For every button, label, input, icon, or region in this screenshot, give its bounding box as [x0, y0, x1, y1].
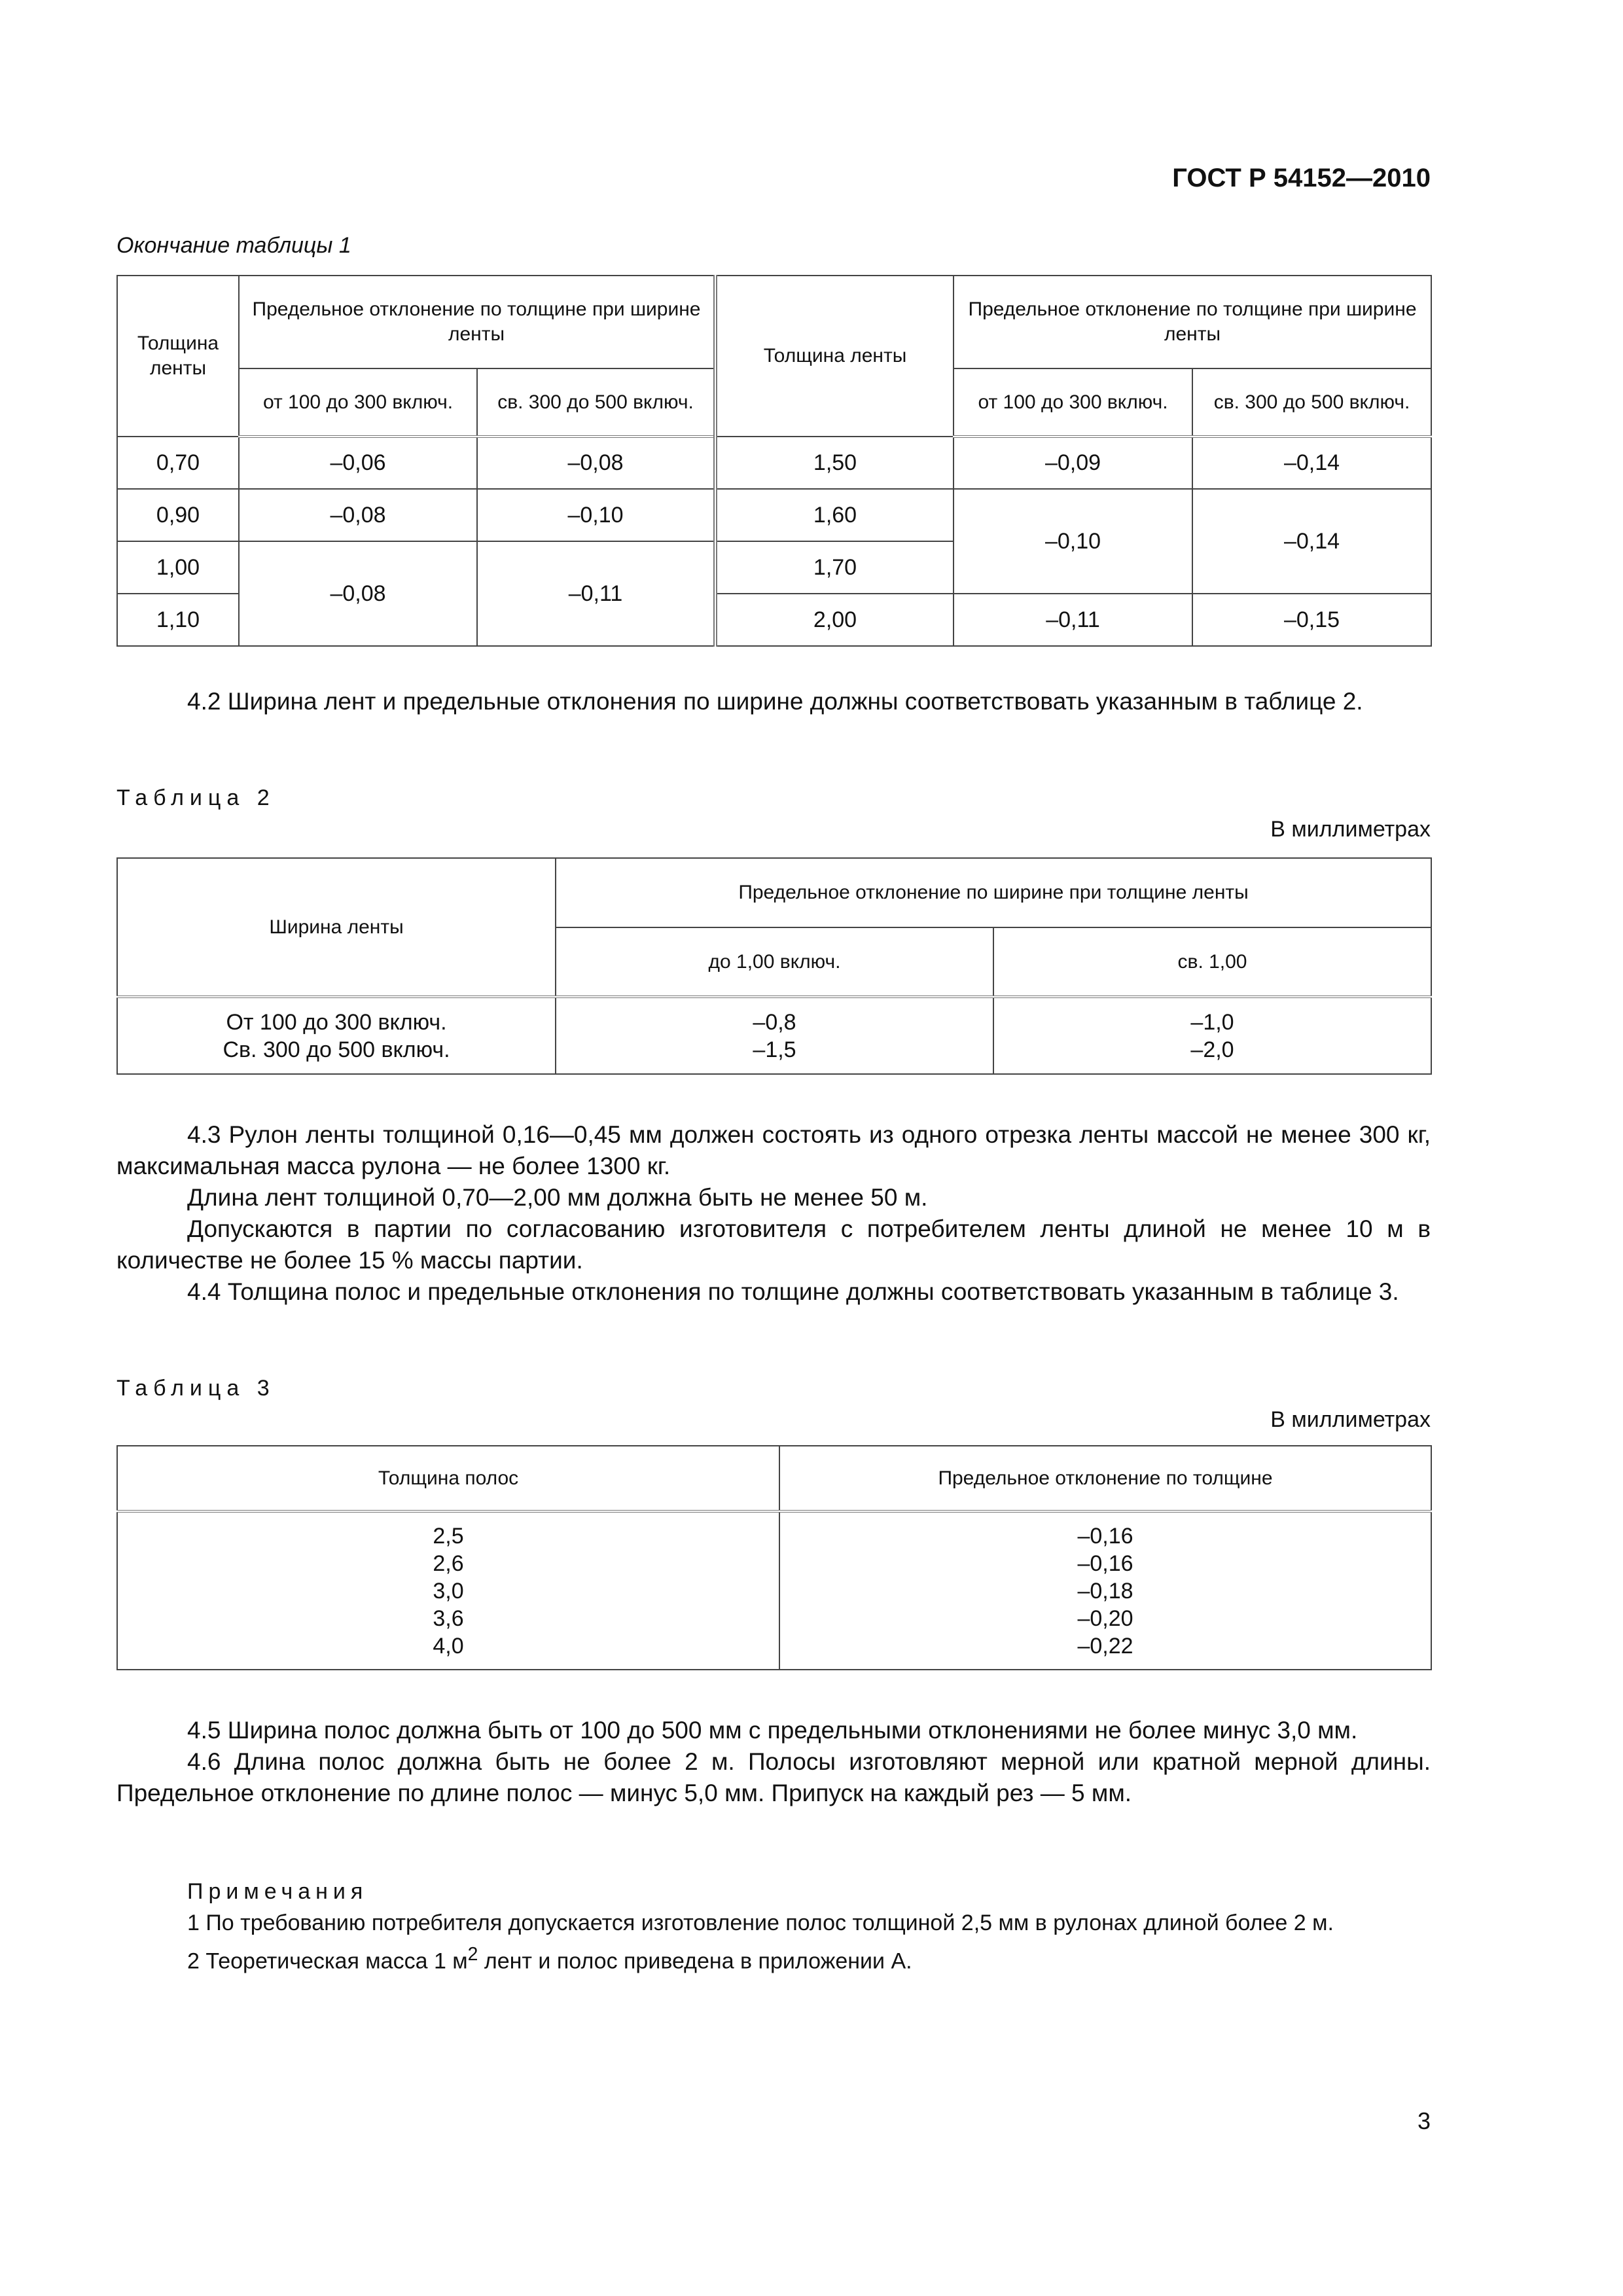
table-cell-line: От 100 до 300 включ.	[226, 1009, 447, 1035]
table2-caption: Таблица 2	[116, 785, 276, 810]
t1-subheader-1-right: от 100 до 300 включ.	[954, 368, 1192, 437]
t2-subheader-1: до 1,00 включ.	[556, 927, 993, 997]
table-cell-line: –0,20	[1077, 1605, 1133, 1631]
table-cell-line: Св. 300 до 500 включ.	[223, 1037, 450, 1062]
note-2-text: 2 Теоретическая масса 1 м	[187, 1948, 468, 1974]
table-cell: –0,11	[477, 541, 715, 646]
t3-header-thickness: Толщина полос	[117, 1446, 779, 1511]
t2-header-deviation: Предельное отклонение по ширине при толщине ленты	[556, 858, 1431, 927]
table-cell: –0,15	[1192, 594, 1431, 646]
table-cell: –0,06	[239, 437, 477, 489]
t1-header-thickness-left: Толщина ленты	[117, 276, 239, 437]
paragraph-4-3-4-4	[116, 1119, 1431, 1308]
table-cell: –0,10	[477, 489, 715, 541]
paragraph-text: 4.5 Ширина полос должна быть от 100 до 500 мм с предельными отклонениями не более минус 3,0 мм.	[187, 1717, 1358, 1744]
table-cell-line: –1,0	[1190, 1009, 1234, 1035]
table-cell: –0,09	[954, 437, 1192, 489]
page-number: 3	[1417, 2108, 1431, 2134]
table-cell: 2,00	[715, 594, 954, 646]
table-cell-line: 2,5	[433, 1523, 464, 1549]
t1-subheader-2-right: св. 300 до 500 включ.	[1192, 368, 1431, 437]
paragraph-text: 4.4 Толщина полос и предельные отклонения по толщине должны соответствовать указанным в таблице 3.	[187, 1278, 1399, 1305]
t2-deviation-1-cell	[556, 997, 993, 1074]
document-number: ГОСТ Р 54152—2010	[1172, 164, 1431, 192]
table-cell-line: 3,0	[433, 1578, 464, 1604]
paragraph-text: 4.2 Ширина лент и предельные отклонения по ширине должны соответствовать указанным в таблице 2.	[187, 688, 1363, 715]
table-cell-line: –0,8	[753, 1009, 796, 1035]
t2-subheader-2: св. 1,00	[993, 927, 1431, 997]
paragraph-text: 4.3 Рулон ленты толщиной 0,16—0,45 мм должен состоять из одного отрезка ленты массой не менее 300 кг, максимальная масса рулона — не более 1300 кг.	[116, 1121, 1431, 1179]
notes-block	[116, 1876, 1431, 1977]
paragraph-text: Длина лент толщиной 0,70—2,00 мм должна быть не менее 50 м.	[187, 1184, 928, 1211]
table-cell-line: –1,5	[753, 1037, 796, 1062]
table-cell-line: –0,22	[1077, 1633, 1133, 1659]
table-cell-line: –0,16	[1077, 1523, 1133, 1549]
t2-deviation-2-cell	[993, 997, 1431, 1074]
table-cell: –0,11	[954, 594, 1192, 646]
t1-subheader-1-left: от 100 до 300 включ.	[239, 368, 477, 437]
paragraph-4-2	[116, 686, 1431, 717]
table-cell: –0,08	[239, 489, 477, 541]
paragraph-text: Допускаются в партии по согласованию изготовителя с потребителем ленты длиной не менее 10 м в количестве не более 15 % массы партии.	[116, 1215, 1431, 1274]
notes-title: Примечания	[187, 1879, 368, 1904]
table-cell: 1,00	[117, 541, 239, 594]
table-cell: –0,10	[954, 489, 1192, 594]
table-1	[116, 275, 1432, 647]
table-cell-line: 4,0	[433, 1633, 464, 1659]
paragraph-4-5-4-6	[116, 1715, 1431, 1809]
table-cell: –0,14	[1192, 489, 1431, 594]
table-cell: 0,70	[117, 437, 239, 489]
table-cell: 1,70	[715, 541, 954, 594]
table-cell: 1,10	[117, 594, 239, 646]
table-cell: 1,60	[715, 489, 954, 541]
table-2	[116, 857, 1432, 1075]
note-1: 1 По требованию потребителя допускается изготовление полос толщиной 2,5 мм в рулонах длиной более 2 м.	[187, 1910, 1334, 1935]
table-cell: 1,50	[715, 437, 954, 489]
table3-unit: В миллиметрах	[1270, 1407, 1431, 1432]
table-3	[116, 1445, 1432, 1670]
table-cell-line: –2,0	[1190, 1037, 1234, 1062]
paragraph-text: 4.6 Длина полос должна быть не более 2 м. Полосы изготовляют мерной или кратной мерной длины. Предельное отклонение по длине полос — минус 5,0 мм. Припуск на каждый рез — 5 мм.	[116, 1748, 1431, 1806]
t3-deviation-cell	[779, 1511, 1431, 1670]
table-cell-line: –0,16	[1077, 1551, 1133, 1576]
table-cell: –0,08	[477, 437, 715, 489]
note-2	[116, 1939, 1431, 1977]
t3-header-deviation: Предельное отклонение по толщине	[779, 1446, 1431, 1511]
t1-subheader-2-left: св. 300 до 500 включ.	[477, 368, 715, 437]
table1-caption: Окончание таблицы 1	[116, 233, 351, 258]
t1-header-deviation-right: Предельное отклонение по толщине при ширине ленты	[954, 276, 1431, 368]
table-cell-line: –0,18	[1077, 1578, 1133, 1604]
note-2-text-end: лент и полос приведена в приложении А.	[478, 1948, 912, 1974]
table-cell: –0,08	[239, 541, 477, 646]
table-cell-line: 3,6	[433, 1605, 464, 1631]
t1-header-deviation-left: Предельное отклонение по толщине при ширине ленты	[239, 276, 715, 368]
table-cell: 0,90	[117, 489, 239, 541]
table-cell: –0,14	[1192, 437, 1431, 489]
table-cell-line: 2,6	[433, 1551, 464, 1576]
t3-thickness-cell	[117, 1511, 779, 1670]
table2-unit: В миллиметрах	[1270, 817, 1431, 842]
table3-caption: Таблица 3	[116, 1376, 276, 1401]
t2-width-cell	[117, 997, 556, 1074]
t2-header-width: Ширина ленты	[117, 858, 556, 997]
superscript: 2	[467, 1944, 478, 1965]
t1-header-thickness-right: Толщина ленты	[715, 276, 954, 437]
